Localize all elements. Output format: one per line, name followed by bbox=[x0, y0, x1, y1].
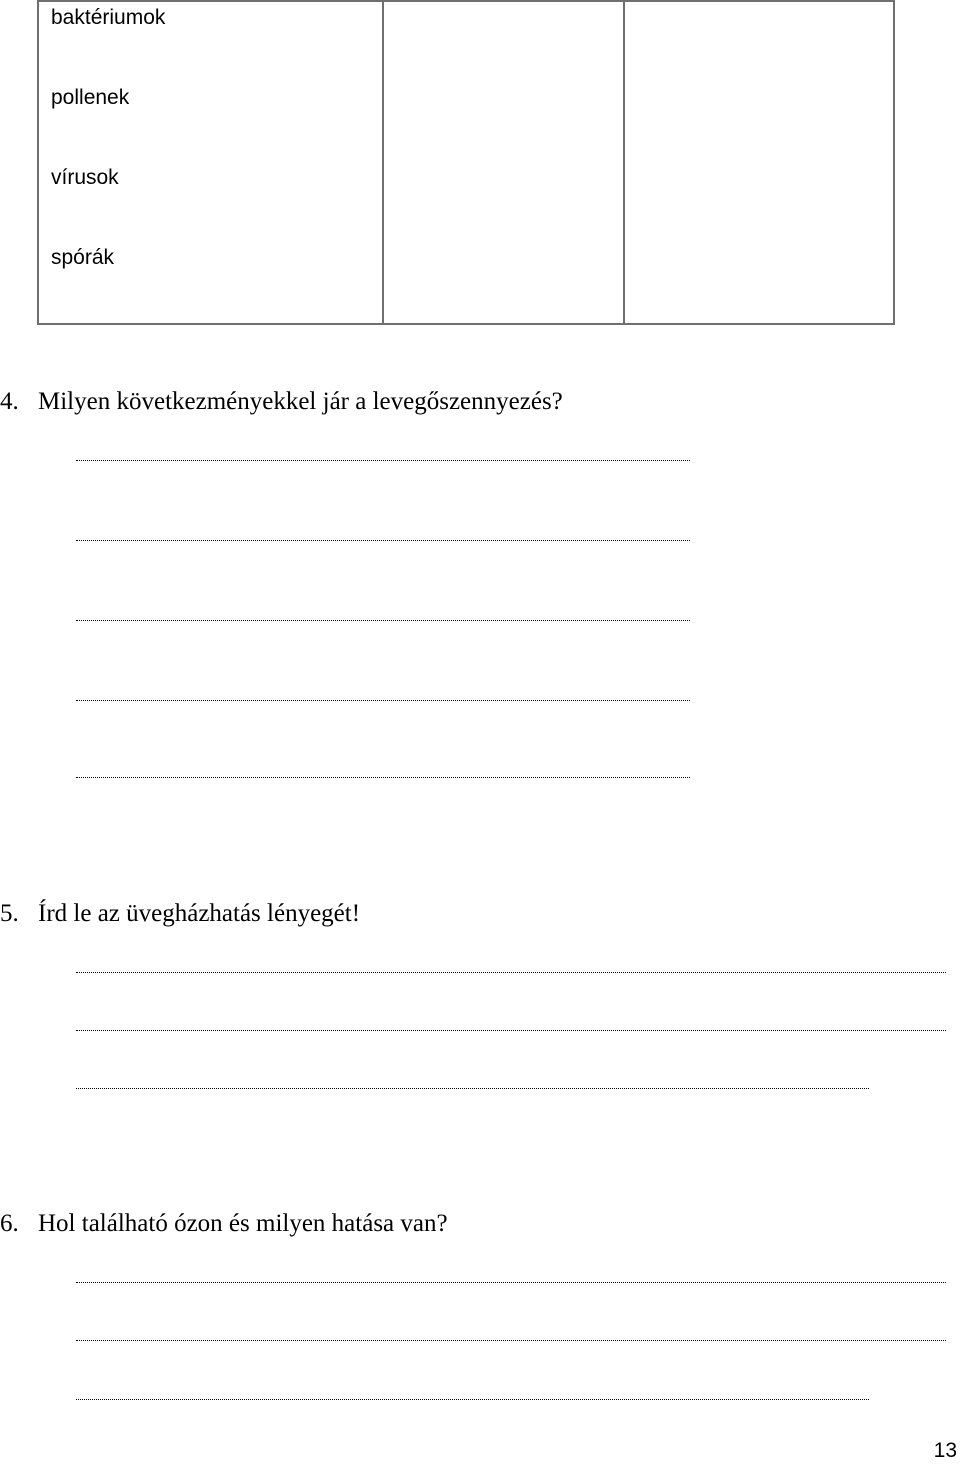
answer-line[interactable] bbox=[76, 1339, 946, 1341]
list-item: spórák bbox=[51, 246, 115, 269]
question-number: 5. bbox=[0, 900, 19, 927]
answer-line[interactable] bbox=[76, 1029, 946, 1031]
answer-line[interactable] bbox=[76, 1087, 869, 1089]
answer-line[interactable] bbox=[76, 619, 690, 621]
answer-line[interactable] bbox=[76, 539, 690, 541]
question-text: Hol található ózon és milyen hatása van? bbox=[38, 1210, 448, 1237]
list-item: vírusok bbox=[51, 166, 119, 189]
answer-line[interactable] bbox=[76, 1398, 869, 1400]
question-number: 4. bbox=[0, 388, 19, 415]
question-6 bbox=[0, 1209, 448, 1239]
table-cell-items bbox=[38, 1, 383, 324]
answer-line[interactable] bbox=[76, 699, 690, 701]
answer-line[interactable] bbox=[76, 1281, 946, 1283]
classification-table bbox=[37, 0, 895, 325]
question-number: 6. bbox=[0, 1210, 19, 1237]
list-item: baktériumok bbox=[51, 6, 166, 29]
table-cell-answer-2[interactable] bbox=[624, 1, 894, 324]
page-number: 13 bbox=[933, 1439, 957, 1462]
question-5 bbox=[0, 899, 360, 929]
answer-line[interactable] bbox=[76, 776, 690, 778]
question-4 bbox=[0, 387, 563, 417]
question-text: Írd le az üvegházhatás lényegét! bbox=[38, 900, 361, 927]
answer-line[interactable] bbox=[76, 971, 946, 973]
list-item: pollenek bbox=[51, 86, 130, 109]
answer-line[interactable] bbox=[76, 459, 690, 461]
table-cell-answer-1[interactable] bbox=[383, 1, 624, 324]
question-text: Milyen következményekkel jár a levegőszennyezés? bbox=[38, 388, 563, 415]
